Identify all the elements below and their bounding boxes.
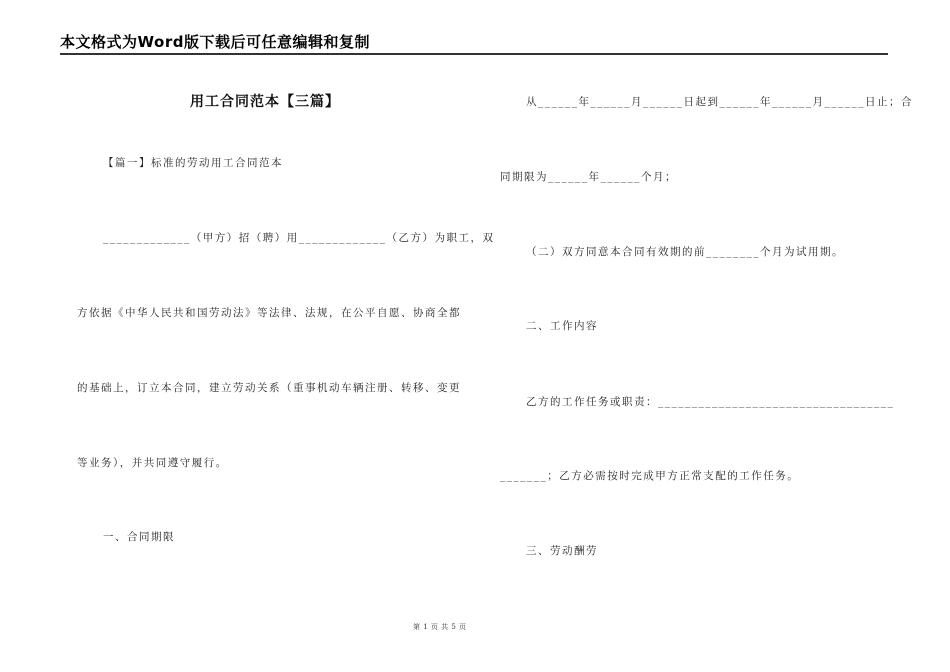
paragraph-line: _____________（甲方）招（聘）用_____________（乙方）为职工，双 [103, 232, 495, 244]
paragraph-line: 方依据《中华人民共和国劳动法》等法律、法规，在公平自愿、协商全都 [77, 307, 461, 319]
paragraph-line: 等业务），并共同遵守履行。 [77, 457, 228, 469]
paragraph-line: _______；乙方必需按时完成甲方正常支配的工作任务。 [500, 470, 800, 482]
section-heading-work-content: 二、工作内容 [526, 320, 598, 332]
page-number: 第 1 页 共 5 页 [413, 623, 467, 631]
section-heading-part1: 【篇一】标准的劳动用工合同范本 [103, 157, 283, 169]
header-divider [60, 53, 888, 55]
section-heading-contract-term: 一、合同期限 [103, 531, 175, 543]
paragraph-line: （二）双方同意本合同有效期的前________个月为试用期。 [526, 246, 844, 258]
paragraph-line: 同期限为______年______个月； [500, 171, 677, 183]
paragraph-line: 乙方的工作任务或职责：___________________________________ [526, 396, 895, 408]
download-header-text: 本文格式为Word版下载后可任意编辑和复制 [60, 33, 370, 51]
section-heading-remuneration: 三、劳动酬劳 [526, 545, 598, 557]
paragraph-line: 从______年______月______日起到______年______月______日止；合 [526, 96, 913, 108]
document-title: 用工合同范本【三篇】 [190, 94, 340, 110]
paragraph-line: 的基础上，订立本合同，建立劳动关系（重事机动车辆注册、转移、变更 [77, 382, 461, 394]
